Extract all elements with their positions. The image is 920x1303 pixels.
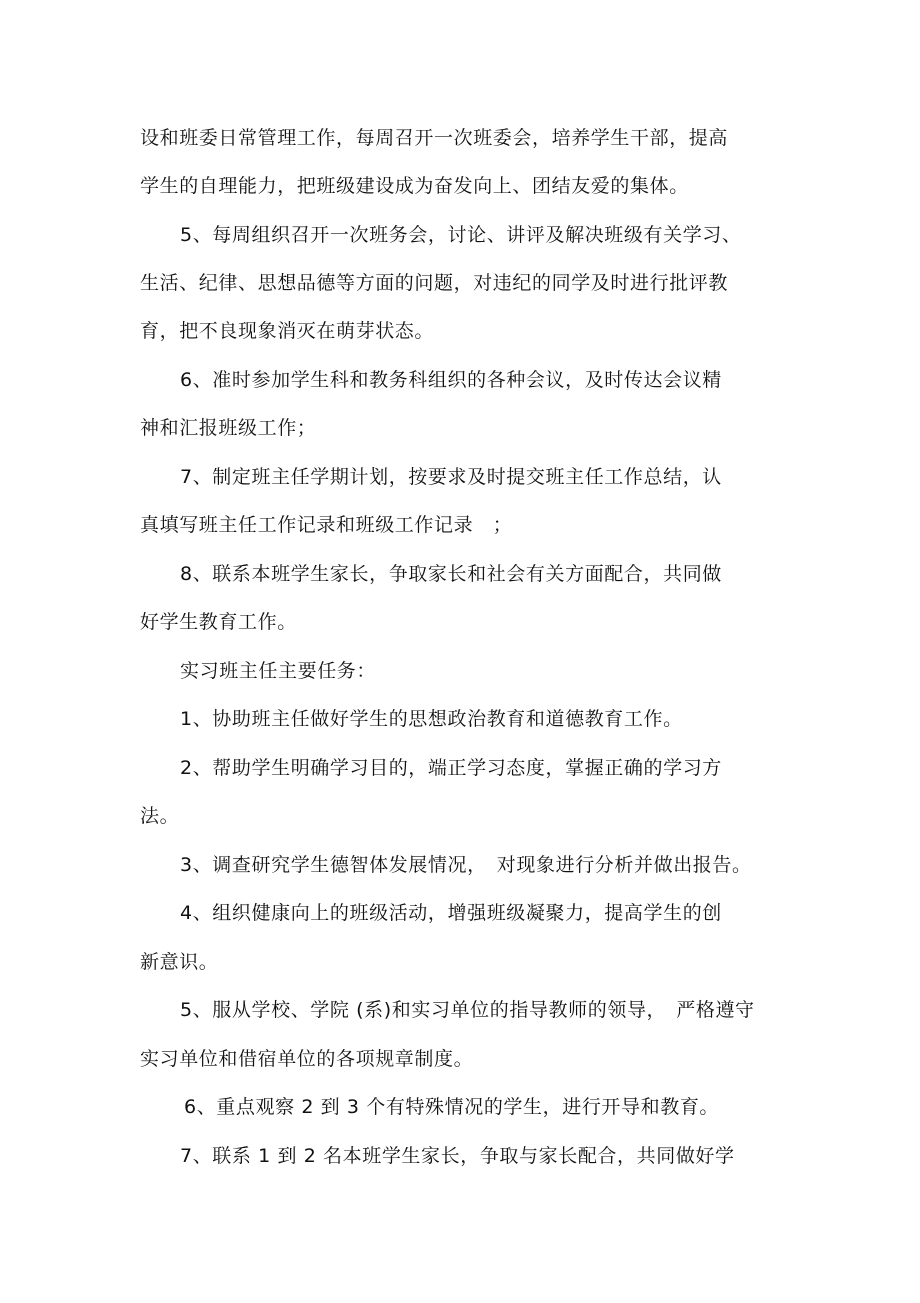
text-line: 5、每周组织召开一次班务会，讨论、讲评及解决班级有关学习、 [180, 224, 742, 246]
text-line: 真填写班主任工作记录和班级工作记录 ； [140, 514, 513, 536]
text-line: 神和汇报班级工作； [140, 417, 317, 439]
section-heading: 实习班主任主要任务： [180, 660, 377, 682]
text-line: 设和班委日常管理工作，每周召开一次班委会，培养学生干部，提高 [140, 127, 729, 149]
text-line: 6、准时参加学生科和教务科组织的各种会议，及时传达会议精 [180, 369, 722, 391]
text-line: 生活、纪律、思想品德等方面的问题，对违纪的同学及时进行批评教 [140, 272, 729, 294]
text-line: 7、制定班主任学期计划，按要求及时提交班主任工作总结，认 [180, 466, 722, 488]
text-line: 育，把不良现象消灭在萌芽状态。 [140, 320, 435, 342]
text-line: 8、联系本班学生家长，争取家长和社会有关方面配合，共同做 [180, 563, 722, 585]
text-line: 7、联系 1 到 2 名本班学生家长，争取与家长配合，共同做好学 [180, 1145, 735, 1167]
text-line: 实习单位和借宿单位的各项规章制度。 [140, 1048, 474, 1070]
text-line: 3、调查研究学生德智体发展情况， 对现象进行分析并做出报告。 [180, 854, 752, 876]
text-line: 1、协助班主任做好学生的思想政治教育和道德教育工作。 [180, 708, 683, 730]
text-line: 好学生教育工作。 [140, 611, 297, 633]
text-line: 2、帮助学生明确学习目的，端正学习态度，掌握正确的学习方 [180, 757, 722, 779]
text-line: 学生的自理能力，把班级建设成为奋发向上、团结友爱的集体。 [140, 175, 689, 197]
text-line: 法。 [140, 805, 180, 827]
text-line: 5、服从学校、学院 (系)和实习单位的指导教师的领导， 严格遵守 [180, 999, 755, 1021]
text-line: 4、组织健康向上的班级活动，增强班级凝聚力，提高学生的创 [180, 902, 722, 924]
text-line: 新意识。 [140, 951, 219, 973]
text-line: 6、重点观察 2 到 3 个有特殊情况的学生，进行开导和教育。 [184, 1096, 720, 1118]
